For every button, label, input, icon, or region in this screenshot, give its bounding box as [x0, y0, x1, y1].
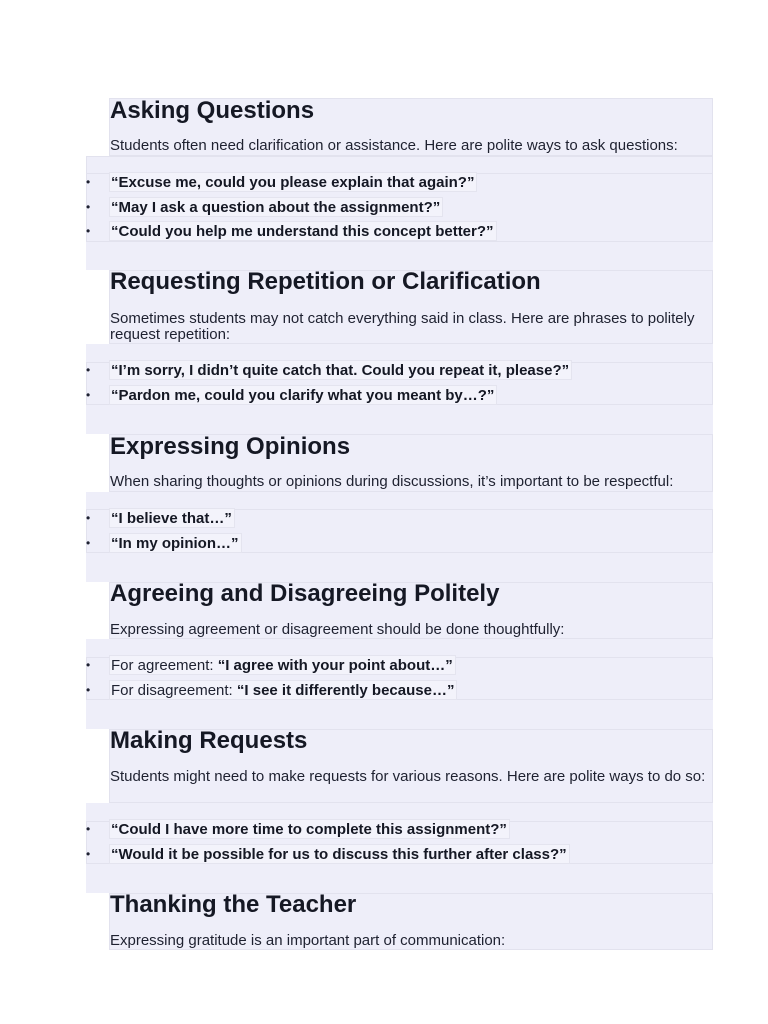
section-gap-band [86, 864, 713, 893]
bullet-icon: • [86, 363, 91, 377]
section-title: Asking Questions [110, 97, 315, 124]
quote-text: “Could I have more time to complete this assignment?” [111, 821, 507, 838]
bullet-icon: • [86, 822, 91, 836]
bullet-icon: • [86, 175, 91, 189]
bullet-icon: • [86, 536, 91, 550]
bullet-icon: • [86, 658, 91, 672]
section-title: Requesting Repetition or Clarification [110, 268, 541, 295]
item-prefix: For agreement: [111, 657, 218, 674]
quote-text: “Would it be possible for us to discuss this further after class?” [111, 846, 567, 863]
bullet-icon: • [86, 200, 91, 214]
quote-text: “I believe that…” [111, 510, 232, 527]
section-intro: When sharing thoughts or opinions during discussions, it’s important to be respectful: [110, 473, 674, 490]
section-intro: Sometimes students may not catch everything said in class. Here are phrases to politely request repetition: [110, 310, 695, 343]
section-intro: Students might need to make requests for various reasons. Here are polite ways to do so: [110, 768, 706, 785]
bullet-icon: • [86, 847, 91, 861]
quote-text: “May I ask a question about the assignment?” [111, 199, 441, 216]
bullet-icon: • [86, 683, 91, 697]
bullet-icon: • [86, 388, 91, 402]
quote-text: “I see it differently because…” [236, 682, 455, 699]
quote-text: “In my opinion…” [111, 535, 239, 552]
quote-text: “I’m sorry, I didn’t quite catch that. Could you repeat it, please?” [111, 362, 570, 379]
section-title: Making Requests [110, 727, 308, 754]
bullet-icon: • [86, 224, 91, 238]
section-intro: Expressing agreement or disagreement should be done thoughtfully: [110, 621, 565, 638]
section-intro: Students often need clarification or assistance. Here are polite ways to ask questions: [110, 137, 678, 154]
bullet-icon: • [86, 511, 91, 525]
section-gap-band [86, 405, 713, 434]
section-title: Expressing Opinions [110, 433, 351, 460]
item-prefix: For disagreement: [111, 682, 237, 699]
section-gap-band [86, 242, 713, 270]
section-gap-band [86, 700, 713, 729]
section-title: Agreeing and Disagreeing Politely [110, 580, 500, 607]
section-intro: Expressing gratitude is an important part of communication: [110, 932, 506, 949]
quote-text: “Could you help me understand this concept better?” [111, 223, 494, 240]
quote-text: “Excuse me, could you please explain that again?” [111, 174, 475, 191]
section-gap-band [86, 553, 713, 582]
section-title: Thanking the Teacher [110, 891, 357, 918]
quote-text: “I agree with your point about…” [217, 657, 453, 674]
quote-text: “Pardon me, could you clarify what you meant by…?” [111, 387, 495, 404]
